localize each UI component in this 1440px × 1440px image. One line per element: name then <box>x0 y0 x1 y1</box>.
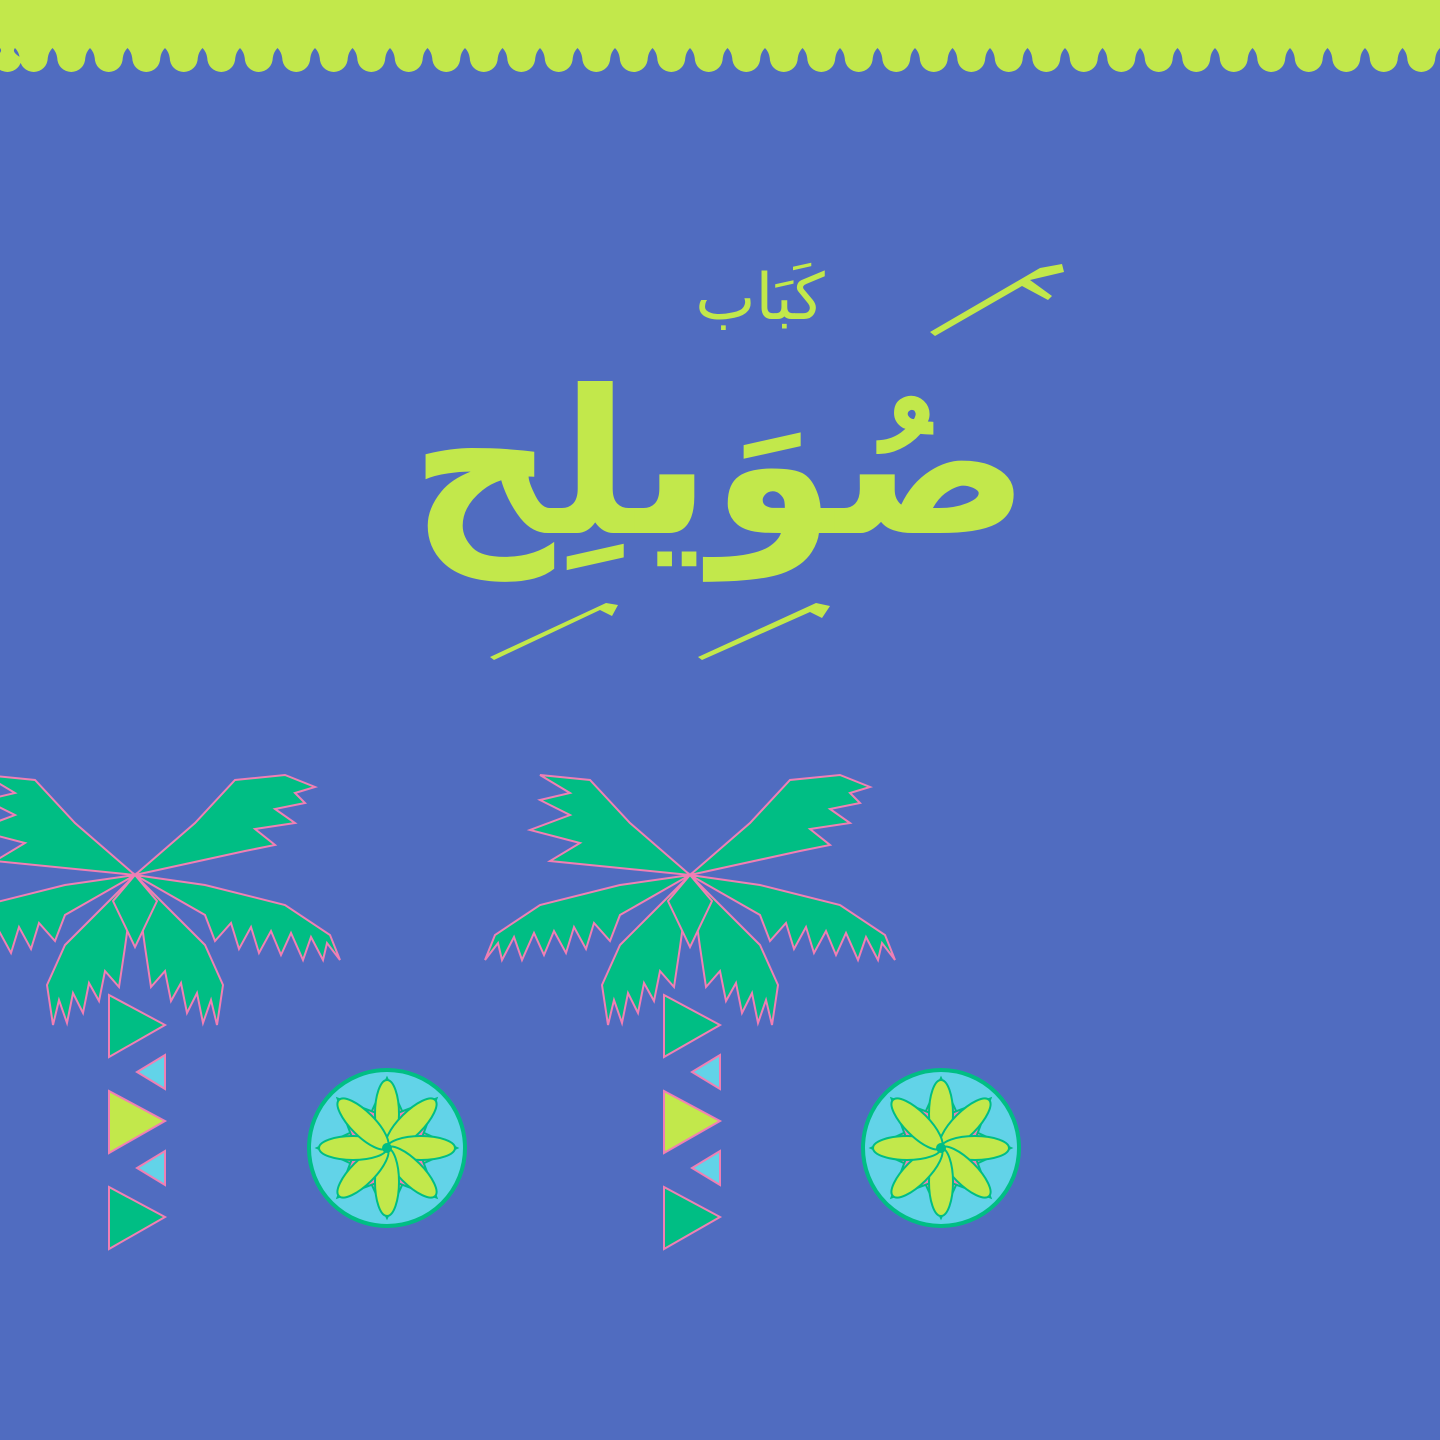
flower-rosette-icon <box>842 1049 1040 1247</box>
flourish-marks <box>490 264 1064 660</box>
palm-tree-icon <box>485 775 895 1249</box>
logo-title: صُوَيلِح <box>410 348 1030 581</box>
flower-rosette-icon <box>288 1049 486 1247</box>
palm-tree-icon <box>0 775 340 1249</box>
subtitle-kabab: كَبَاب <box>695 261 825 335</box>
decoration-row <box>0 700 1440 1440</box>
